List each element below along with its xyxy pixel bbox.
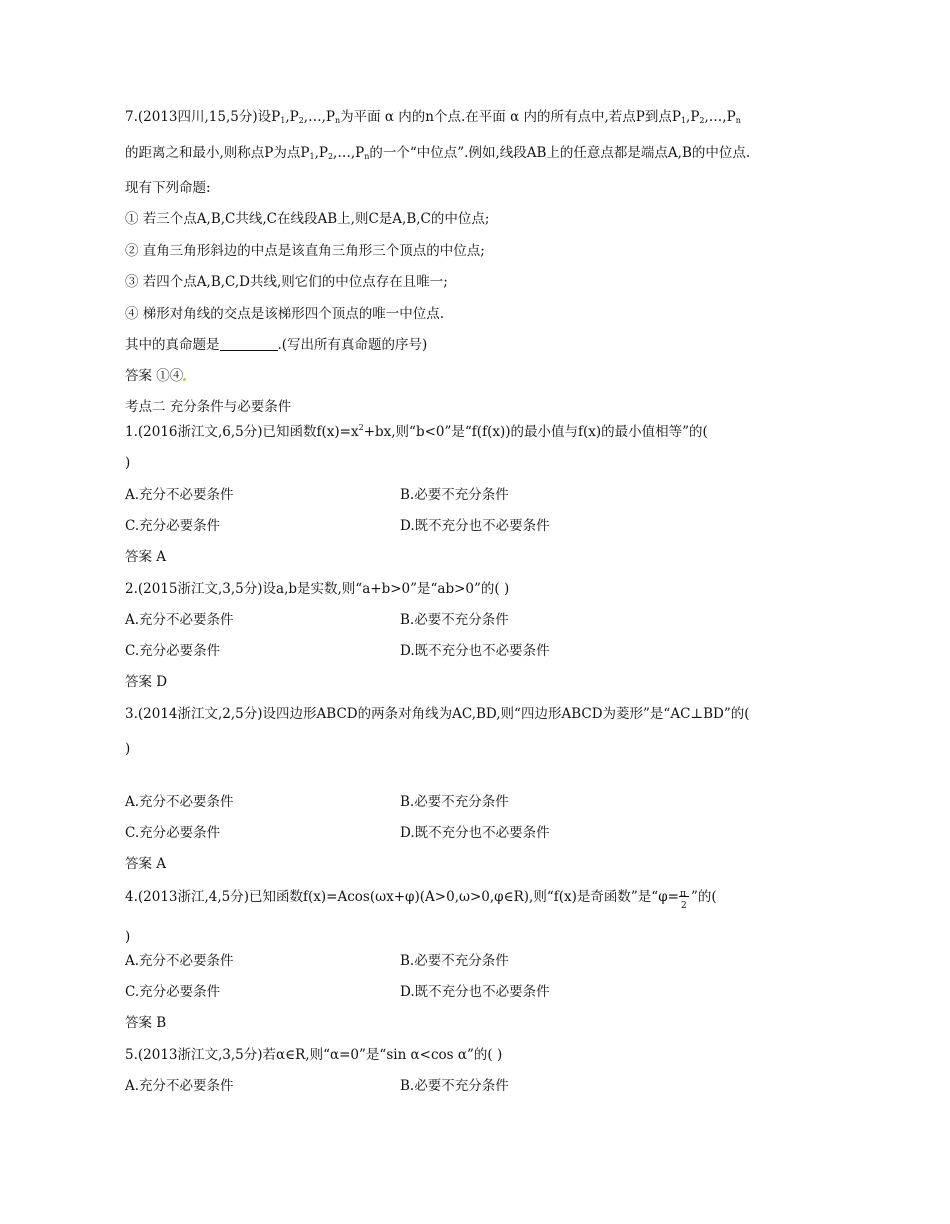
text: 1.(2016浙江文,6,5分)已知函数f(x)=x — [125, 424, 359, 440]
fraction-numerator: π — [679, 889, 686, 899]
subscript: n — [334, 116, 341, 125]
q2-options-row-1 — [125, 611, 509, 629]
text: 为平面 α 内的n个点.在平面 α 内的所有点中,若点P到点P — [340, 109, 681, 125]
q1-answer: 答案 A — [125, 549, 167, 565]
q7-intro: 现有下列命题: — [125, 180, 211, 196]
subscript: 2 — [327, 152, 334, 161]
option-a: A.充分不必要条件 — [125, 487, 234, 503]
q1-options-row-2 — [125, 517, 550, 535]
text: 的一个“中位点”.例如,线段AB上的任意点都是端点A,B的中位点. — [369, 145, 751, 161]
fraction-denominator: 2 — [680, 901, 687, 911]
q3-stem-close: ) — [125, 741, 131, 757]
subscript: 2 — [298, 116, 304, 125]
q2-options-row-2 — [125, 642, 550, 660]
superscript: 2 — [358, 423, 364, 432]
section-heading: 考点二 充分条件与必要条件 — [125, 399, 292, 415]
q7-proposition-4: ④ 梯形对角线的交点是该梯形四个顶点的唯一中位点. — [125, 306, 445, 322]
q3-answer: 答案 A — [125, 856, 167, 872]
option-b: B.必要不充分条件 — [400, 487, 509, 503]
subscript: n — [735, 116, 741, 125]
q7-proposition-2: ② 直角三角形斜边的中点是该直角三角形三个顶点的中位点; — [125, 243, 485, 259]
q4-stem-close: ) — [125, 929, 131, 945]
q7-line-2 — [125, 144, 750, 166]
q1-stem-close: ) — [125, 455, 131, 471]
text: ,P — [314, 145, 328, 161]
option-d: D.既不充分也不必要条件 — [400, 825, 550, 841]
text: 的距离之和最小,则称点P为点P — [125, 145, 310, 161]
option-b: B.必要不充分条件 — [400, 612, 509, 628]
answer-blank — [220, 336, 278, 351]
text: .(写出所有真命题的序号) — [277, 337, 428, 353]
q7-proposition-1: ① 若三个点A,B,C共线,C在线段AB上,则C是A,B,C的中位点; — [125, 211, 490, 227]
option-c: C.充分必要条件 — [125, 518, 221, 534]
q3-options-row-2 — [125, 824, 550, 842]
option-d: D.既不充分也不必要条件 — [400, 984, 550, 1000]
q7-answer — [125, 367, 186, 385]
option-a: A.充分不必要条件 — [125, 953, 234, 969]
q4-options-row-2 — [125, 983, 550, 1001]
text: ,P — [285, 109, 299, 125]
q1-options-row-1 — [125, 486, 509, 504]
q3-options-row-1 — [125, 793, 509, 811]
mark-dot — [183, 378, 186, 381]
text: 7.(2013四川,15,5分)设P — [125, 109, 281, 125]
q2-stem: 2.(2015浙江文,3,5分)设a,b是实数,则“a+b>0”是“ab>0”的( ) — [125, 581, 510, 597]
text: ”的( — [690, 889, 717, 905]
q4-answer: 答案 B — [125, 1015, 167, 1031]
subscript: 1 — [680, 116, 687, 125]
text: ,P — [686, 109, 700, 125]
fraction-pi-over-2 — [679, 887, 691, 911]
text: ,…,P — [333, 145, 365, 161]
option-a: A.充分不必要条件 — [125, 1078, 234, 1094]
option-c: C.充分必要条件 — [125, 984, 221, 1000]
q4-stem — [125, 887, 717, 911]
option-b: B.必要不充分条件 — [400, 1078, 509, 1094]
subscript: n — [364, 152, 370, 161]
q5-stem: 5.(2013浙江文,3,5分)若α∈R,则“α=0”是“sin α<cos α”的( ) — [125, 1047, 503, 1063]
option-c: C.充分必要条件 — [125, 825, 221, 841]
subscript: 1 — [280, 116, 286, 125]
option-c: C.充分必要条件 — [125, 643, 221, 659]
option-b: B.必要不充分条件 — [400, 794, 509, 810]
option-a: A.充分不必要条件 — [125, 612, 234, 628]
q4-options-row-1 — [125, 952, 509, 970]
q5-options-row-1 — [125, 1077, 509, 1095]
q7-proposition-3: ③ 若四个点A,B,C,D共线,则它们的中位点存在且唯一; — [125, 274, 448, 290]
q2-answer: 答案 D — [125, 674, 168, 690]
q1-stem — [125, 419, 708, 441]
q3-stem: 3.(2014浙江文,2,5分)设四边形ABCD的两条对角线为AC,BD,则“四边形ABCD为菱形”是“AC⊥BD”的( — [125, 706, 750, 722]
text: ,…,P — [704, 109, 736, 125]
option-d: D.既不充分也不必要条件 — [400, 518, 550, 534]
text: ,…,P — [303, 109, 335, 125]
answer-text: 答案 ①④ — [125, 368, 184, 384]
option-d: D.既不充分也不必要条件 — [400, 643, 550, 659]
subscript: 1 — [309, 152, 315, 161]
option-a: A.充分不必要条件 — [125, 794, 234, 810]
option-b: B.必要不充分条件 — [400, 953, 509, 969]
subscript: 2 — [699, 116, 705, 125]
q7-question — [125, 336, 427, 354]
text: +bx,则“b<0”是“f(f(x))的最小值与f(x)的最小值相等”的( — [363, 424, 708, 440]
q7-line-1 — [125, 108, 741, 130]
text: 4.(2013浙江,4,5分)已知函数f(x)=Acos(ωx+φ)(A>0,ω>0,φ∈R),则“f(x)是奇函数”是“φ= — [125, 889, 679, 905]
text: 其中的真命题是 — [125, 337, 220, 353]
